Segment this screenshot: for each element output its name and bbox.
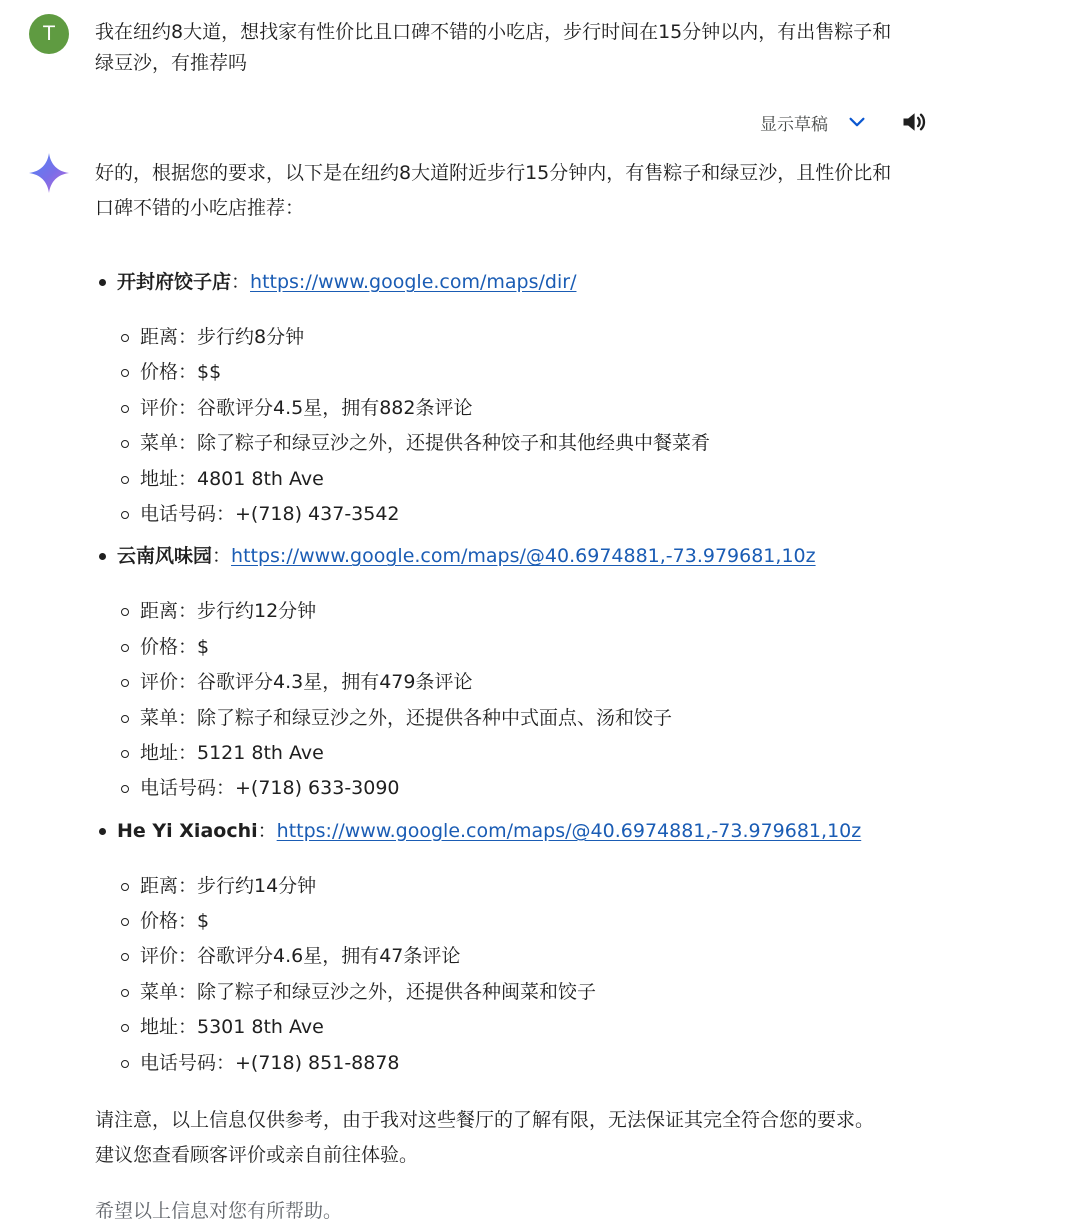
detail-distance: 距离：步行约12分钟 — [95, 594, 895, 629]
detail-menu: 菜单：除了粽子和绿豆沙之外，还提供各种闽菜和饺子 — [95, 975, 895, 1010]
restaurant-header — [95, 538, 895, 574]
assistant-response — [95, 156, 895, 1229]
separator: ： — [231, 271, 251, 293]
closing-text: 希望以上信息对您有所帮助。 — [95, 1200, 343, 1223]
restaurant-header — [95, 264, 895, 300]
circle-bullet-icon — [121, 750, 129, 758]
bullet-icon — [99, 828, 106, 835]
circle-bullet-icon — [121, 369, 129, 377]
gemini-spark-icon — [28, 152, 70, 194]
detail-distance: 距离：步行约8分钟 — [95, 320, 895, 355]
circle-bullet-icon — [121, 989, 129, 997]
circle-bullet-icon — [121, 511, 129, 519]
circle-bullet-icon — [121, 334, 129, 342]
circle-bullet-icon — [121, 440, 129, 448]
detail-rating: 评价：谷歌评分4.6星，拥有47条评论 — [95, 939, 895, 974]
circle-bullet-icon — [121, 953, 129, 961]
detail-phone: 电话号码：+(718) 437-3542 — [95, 497, 895, 532]
user-avatar[interactable]: T — [29, 14, 69, 54]
bullet-icon — [99, 553, 106, 560]
separator: ： — [212, 545, 232, 568]
detail-address: 地址：5121 8th Ave — [95, 736, 895, 771]
restaurant-item — [95, 264, 895, 532]
disclaimer-note: 请注意，以上信息仅供参考，由于我对这些餐厅的了解有限，无法保证其完全符合您的要求。建议您查看顾客评价或亲自前往体验。 — [95, 1109, 875, 1167]
circle-bullet-icon — [121, 679, 129, 687]
circle-bullet-icon — [121, 1060, 129, 1068]
circle-bullet-icon — [121, 785, 129, 793]
detail-menu: 菜单：除了粽子和绿豆沙之外，还提供各种饺子和其他经典中餐菜肴 — [95, 426, 895, 461]
chevron-down-icon — [846, 111, 868, 133]
detail-distance: 距离：步行约14分钟 — [95, 869, 895, 904]
show-drafts-label: 显示草稿 — [760, 114, 828, 135]
separator: ： — [257, 819, 277, 842]
show-drafts-button[interactable] — [760, 107, 868, 137]
circle-bullet-icon — [121, 918, 129, 926]
bullet-icon — [99, 279, 106, 286]
detail-phone: 电话号码：+(718) 851-8878 — [95, 1046, 895, 1081]
detail-menu: 菜单：除了粽子和绿豆沙之外，还提供各种中式面点、汤和饺子 — [95, 701, 895, 736]
detail-price: 价格：$ — [95, 904, 895, 939]
restaurant-item — [95, 813, 895, 1081]
user-prompt-text: 我在纽约8大道，想找家有性价比且口碑不错的小吃店，步行时间在15分钟以内，有出售粽子和绿豆沙，有推荐吗 — [95, 21, 892, 74]
restaurant-name: He Yi Xiaochi — [117, 819, 258, 842]
restaurant-map-link[interactable]: https://www.google.com/maps/@40.6974881,-73.979681,10z — [276, 819, 862, 842]
detail-address: 地址：4801 8th Ave — [95, 462, 895, 497]
circle-bullet-icon — [121, 405, 129, 413]
response-intro: 好的，根据您的要求，以下是在纽约8大道附近步行15分钟内，有售粽子和绿豆沙，且性价比和口碑不错的小吃店推荐： — [95, 162, 892, 219]
restaurant-map-link[interactable]: https://www.google.com/maps/@40.6974881,-73.979681,10z — [231, 545, 816, 568]
restaurant-details — [95, 869, 895, 1081]
restaurant-name: 云南风味园 — [117, 545, 213, 568]
speaker-icon[interactable] — [900, 108, 928, 136]
circle-bullet-icon — [121, 883, 129, 891]
circle-bullet-icon — [121, 476, 129, 484]
restaurant-map-link[interactable]: https://www.google.com/maps/dir/ — [250, 271, 577, 293]
circle-bullet-icon — [121, 644, 129, 652]
detail-address: 地址：5301 8th Ave — [95, 1010, 895, 1045]
circle-bullet-icon — [121, 608, 129, 616]
restaurant-details — [95, 594, 895, 806]
detail-rating: 评价：谷歌评分4.5星，拥有882条评论 — [95, 391, 895, 426]
circle-bullet-icon — [121, 715, 129, 723]
detail-price: 价格：$ — [95, 630, 895, 665]
restaurant-header — [95, 813, 895, 849]
restaurant-details — [95, 320, 895, 532]
detail-price: 价格：$$ — [95, 355, 895, 390]
detail-phone: 电话号码：+(718) 633-3090 — [95, 771, 895, 806]
restaurant-item — [95, 538, 895, 806]
detail-rating: 评价：谷歌评分4.3星，拥有479条评论 — [95, 665, 895, 700]
circle-bullet-icon — [121, 1024, 129, 1032]
restaurant-name: 开封府饺子店 — [117, 271, 232, 293]
